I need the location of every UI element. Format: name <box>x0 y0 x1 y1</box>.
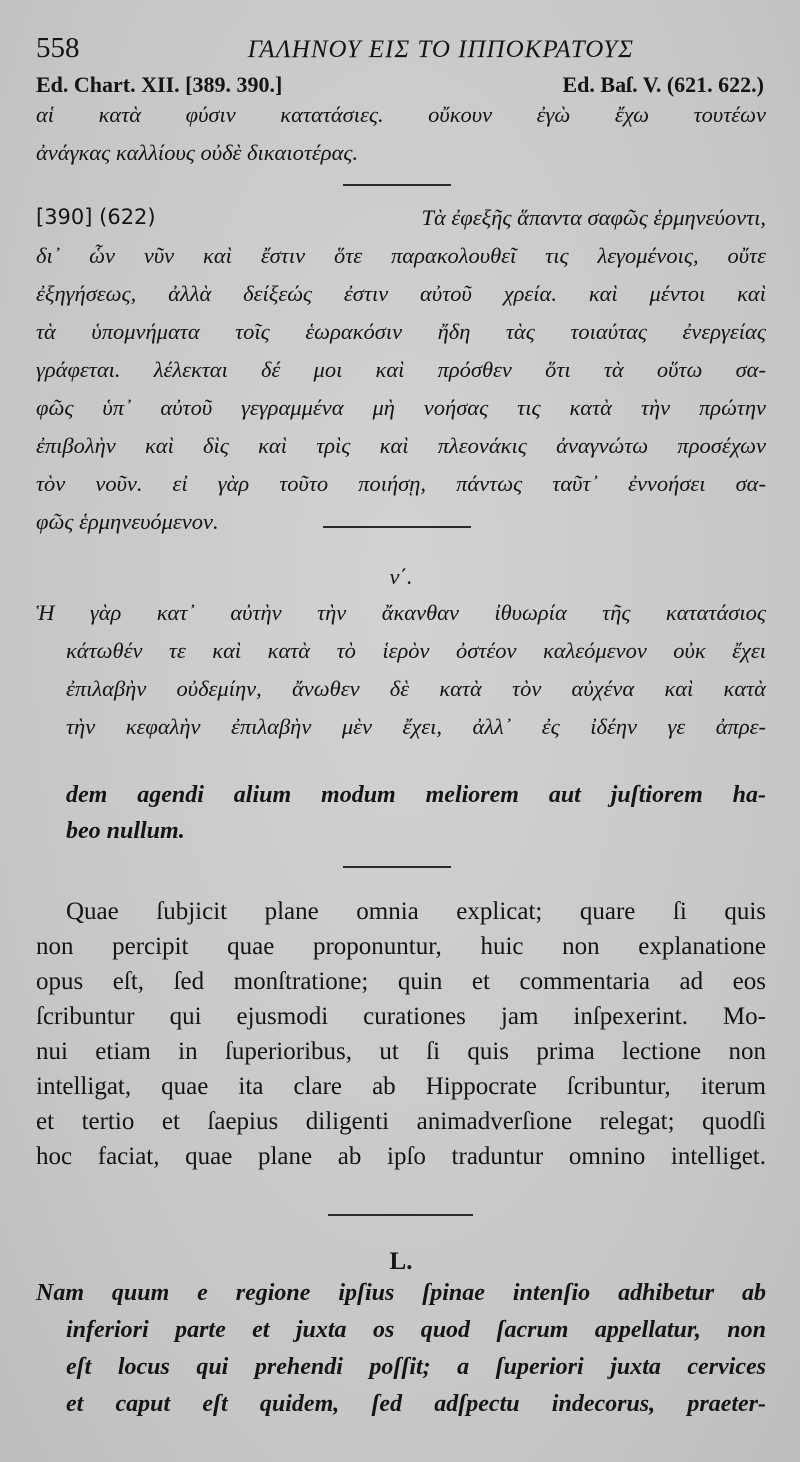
greek-intro-line: ἀνάγκας καλλίους οὐδὲ δικαιοτέρας. <box>36 140 359 165</box>
latin-commentary-line: Quae ſubjicit plane omnia explicat; quare ſi quis <box>66 898 766 925</box>
latin-commentary-line: ſcribuntur qui ejusmodi curationes jam inſpexerint. Mo- <box>36 1003 766 1030</box>
section-divider <box>343 866 451 868</box>
page-marker: [390] (622) <box>36 205 156 229</box>
latin-commentary-line: hoc faciat, quae plane ab ipſo traduntur omnino intelliget. <box>36 1143 766 1170</box>
greek-commentary-text: Τὰ ἐφεξῆς ἅπαντα σαφῶς ἑρμηνεύοντι, <box>421 205 766 230</box>
greek-aphorism-line: κάτωθέν τε καὶ κατὰ τὸ ἱερὸν ὀστέον καλεόμενον οὐκ ἔχει <box>66 638 766 663</box>
greek-commentary-line: φῶς ἑρμηνευόμενον. <box>36 509 219 534</box>
greek-commentary-line: ἐξηγήσεως, ἀλλὰ δείξεώς ἐστιν αὐτοῦ χρεία. καὶ μέντοι καὶ <box>36 281 766 306</box>
greek-commentary-line: τὰ ὑπομνήματα τοῖς ἑωρακόσιν ἤδη τὰς τοιαύτας ἐνεργείας <box>36 319 766 344</box>
greek-commentary-line: ἐπιβολὴν καὶ δὶς καὶ τρὶς καὶ πλεονάκις ἀναγνώτω προσέχων <box>36 433 766 458</box>
page-number: 558 <box>36 32 80 64</box>
edition-ref-basel: Ed. Baſ. V. (621. 622.) <box>562 72 764 97</box>
greek-aphorism-line: Ἡ γὰρ κατ᾽ αὐτὴν τὴν ἄκανθαν ἰθυωρία τῆς κατατάσιος <box>36 600 766 625</box>
edition-ref-chart: Ed. Chart. XII. [389. 390.] <box>36 72 283 97</box>
greek-commentary-line: γράφεται. λέλεκται δέ μοι καὶ πρόσθεν ὅτι τὰ οὕτω σα- <box>36 357 766 382</box>
latin-aphorism-line: Nam quum e regione ipſius ſpinae intenſio adhibetur ab <box>36 1280 766 1306</box>
latin-intro-line: beo nullum. <box>66 818 185 844</box>
greek-aphorism-line: ἐπιλαβὴν οὐδεμίην, ἄνωθεν δὲ κατὰ τὸν αὐχένα καὶ κατὰ <box>66 676 766 701</box>
greek-aphorism-line: τὴν κεφαλὴν ἐπιλαβὴν μὲν ἔχει, ἀλλ᾽ ἐς ἰδέην γε ἀπρε- <box>66 714 766 739</box>
running-header <box>36 32 764 65</box>
latin-commentary-line: intelligat, quae ita clare ab Hippocrate ſcribuntur, iterum <box>36 1073 766 1100</box>
greek-commentary-line: τὸν νοῦν. εἰ γὰρ τοῦτο ποιήσῃ, πάντως ταῦτ᾽ ἐννοήσει σα- <box>36 471 766 496</box>
running-title: ΓΑΛΗΝΟΥ ΕΙΣ ΤΟ ΙΠΠΟΚΡΑΤΟΥΣ <box>247 36 634 63</box>
section-divider <box>328 1214 473 1216</box>
latin-commentary-line: non percipit quae proponuntur, huic non explanatione <box>36 933 766 960</box>
section-divider <box>323 526 471 528</box>
greek-commentary-line: δι᾽ ὧν νῦν καὶ ἔστιν ὅτε παρακολουθεῖ τις λεγομένοις, οὔτε <box>36 243 766 268</box>
edition-references <box>36 72 764 98</box>
greek-commentary-line: φῶς ὑπ᾽ αὐτοῦ γεγραμμένα μὴ νοήσας τις κατὰ τὴν πρώτην <box>36 395 766 420</box>
greek-commentary-line <box>36 205 766 231</box>
section-number-latin: L. <box>389 1248 413 1275</box>
section-number-greek: ν΄. <box>389 564 413 589</box>
latin-aphorism-line: eſt locus qui prehendi poſſit; a ſuperiori juxta cervices <box>66 1354 766 1380</box>
latin-commentary-line: et tertio et ſaepius diligenti animadverſione relegat; quodſi <box>36 1108 766 1135</box>
section-divider <box>343 184 451 186</box>
latin-commentary-line: opus eſt, ſed monſtratione; quin et commentaria ad eos <box>36 968 766 995</box>
latin-intro-line: dem agendi alium modum meliorem aut juſtiorem ha- <box>66 782 766 808</box>
latin-commentary-line: nui etiam in ſuperioribus, ut ſi quis prima lectione non <box>36 1038 766 1065</box>
latin-aphorism-line: inferiori parte et juxta os quod ſacrum appellatur, non <box>66 1317 766 1343</box>
greek-intro-line: αἱ κατὰ φύσιν κατατάσιες. οὔκουν ἐγὼ ἔχω τουτέων <box>36 102 766 127</box>
latin-aphorism-line: et caput eſt quidem, ſed adſpectu indecorus, praeter- <box>66 1391 766 1417</box>
